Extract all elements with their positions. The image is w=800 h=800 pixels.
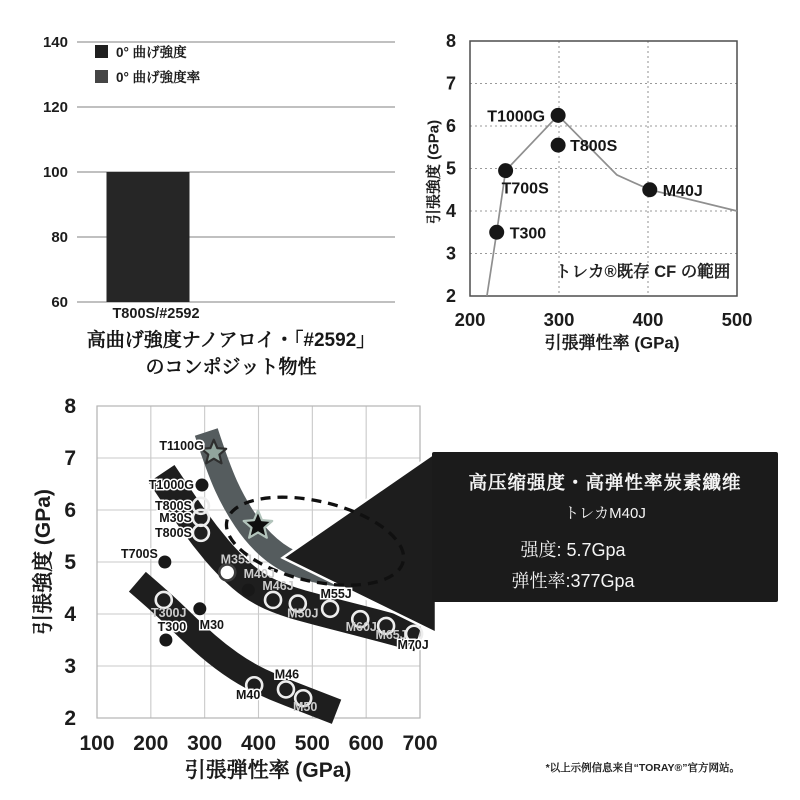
svg-text:7: 7 — [64, 447, 76, 470]
svg-text:T1100G: T1100G — [159, 438, 204, 453]
source-note: *以上示例信息来自“TORAY®”官方网站。 — [545, 762, 740, 774]
svg-text:300: 300 — [543, 309, 575, 330]
callout-subtitle: トレカM40J — [564, 505, 646, 522]
data-point-t800s — [551, 138, 566, 153]
legend-swatch-icon — [95, 70, 108, 83]
svg-text:M40: M40 — [236, 688, 261, 703]
scatter-lineup — [64, 395, 437, 755]
svg-text:T1000G: T1000G — [487, 108, 546, 126]
svg-text:M46: M46 — [274, 667, 300, 682]
svg-text:100: 100 — [79, 732, 115, 755]
svg-text:500: 500 — [721, 309, 753, 330]
data-point-t300 — [489, 225, 504, 240]
bar-t800s — [107, 172, 190, 302]
svg-text:T700S: T700S — [501, 180, 549, 198]
svg-text:M65J: M65J — [375, 627, 407, 642]
data-point-t700s — [498, 163, 513, 178]
caption-line-2: のコンポジット物性 — [145, 357, 317, 378]
svg-text:T800S: T800S — [155, 498, 192, 513]
svg-text:8: 8 — [64, 395, 76, 418]
svg-text:8: 8 — [445, 31, 456, 51]
svg-text:M40J: M40J — [662, 182, 703, 200]
svg-text:M35J: M35J — [220, 552, 252, 567]
svg-text:M60J: M60J — [345, 620, 377, 635]
svg-text:M40J: M40J — [243, 567, 275, 582]
legend-swatch-icon — [95, 45, 108, 58]
data-point-t1000g — [551, 108, 566, 123]
svg-text:2: 2 — [445, 286, 456, 306]
svg-text:M50: M50 — [293, 700, 318, 715]
svg-text:140: 140 — [42, 34, 68, 51]
svg-text:6: 6 — [445, 116, 456, 136]
legend-item — [95, 41, 200, 61]
data-point-t1000g — [195, 479, 208, 492]
tensile-strength-axis-label-large: 引張強度 (GPa) — [32, 489, 55, 635]
svg-text:200: 200 — [454, 309, 486, 330]
cf-range-annotation: トレカ®既存 CF の範囲 — [554, 262, 731, 281]
svg-text:T800S: T800S — [570, 138, 618, 156]
svg-text:T300: T300 — [157, 620, 187, 634]
svg-text:T300J: T300J — [151, 605, 187, 620]
svg-text:4: 4 — [64, 603, 76, 626]
bar-chart-caption — [35, 327, 427, 381]
legend-item — [95, 66, 200, 86]
caption-line-1: 高曲げ強度ナノアロイ・「#2592」 — [86, 330, 376, 351]
bar-legend — [95, 41, 200, 91]
svg-text:3: 3 — [64, 655, 76, 678]
data-point-m30 — [193, 602, 206, 615]
tensile-modulus-axis-label-small: 引張弾性率 (GPa) — [544, 333, 680, 353]
svg-text:4: 4 — [445, 201, 456, 221]
svg-text:5: 5 — [64, 551, 76, 574]
callout-title: 高压缩强度・高弹性率炭素纖维 — [468, 472, 742, 493]
svg-text:M50J: M50J — [287, 606, 319, 621]
legend-item-label: 0° 曲げ強度 — [116, 45, 187, 60]
svg-text:3: 3 — [445, 243, 456, 264]
bar-category-label: T800S/#2592 — [112, 306, 200, 322]
svg-text:2: 2 — [64, 707, 76, 730]
svg-text:400: 400 — [632, 309, 664, 330]
svg-text:T300: T300 — [509, 225, 547, 243]
callout-modulus-value: 弹性率:377Gpa — [511, 571, 635, 591]
svg-text:400: 400 — [240, 732, 277, 755]
svg-text:6: 6 — [64, 499, 76, 522]
svg-text:M30: M30 — [199, 617, 224, 632]
svg-text:M70J: M70J — [397, 637, 429, 652]
svg-text:500: 500 — [294, 732, 330, 755]
svg-text:200: 200 — [133, 732, 169, 755]
callout-strength-value: 强度: 5.7Gpa — [520, 540, 626, 560]
tensile-modulus-axis-label-large: 引張弾性率 (GPa) — [184, 759, 352, 782]
data-point-t300 — [159, 634, 172, 647]
m40j-callout — [432, 452, 778, 602]
legend-item-label: 0° 曲げ強度率 — [116, 70, 201, 85]
tensile-strength-axis-label-small: 引張強度 (GPa) — [425, 119, 443, 225]
data-point-m35j — [219, 564, 235, 580]
scatter-existing-cf — [446, 31, 752, 330]
svg-text:T1000G: T1000G — [148, 478, 194, 493]
svg-text:M46J: M46J — [262, 578, 294, 593]
svg-text:600: 600 — [348, 732, 384, 755]
svg-text:120: 120 — [42, 99, 68, 116]
svg-text:100: 100 — [42, 164, 68, 181]
data-point-m40j — [242, 584, 255, 597]
svg-text:300: 300 — [187, 732, 223, 755]
svg-text:M55J: M55J — [320, 586, 352, 601]
svg-text:80: 80 — [51, 229, 68, 246]
data-point-t700s — [158, 556, 171, 569]
svg-text:7: 7 — [445, 73, 456, 94]
svg-text:M30S: M30S — [159, 510, 192, 525]
data-point-m40j — [642, 182, 657, 197]
svg-text:60: 60 — [51, 294, 68, 311]
svg-text:T800S: T800S — [155, 525, 192, 540]
svg-text:T700S: T700S — [120, 547, 158, 561]
svg-text:5: 5 — [445, 158, 456, 179]
svg-text:700: 700 — [402, 732, 438, 755]
